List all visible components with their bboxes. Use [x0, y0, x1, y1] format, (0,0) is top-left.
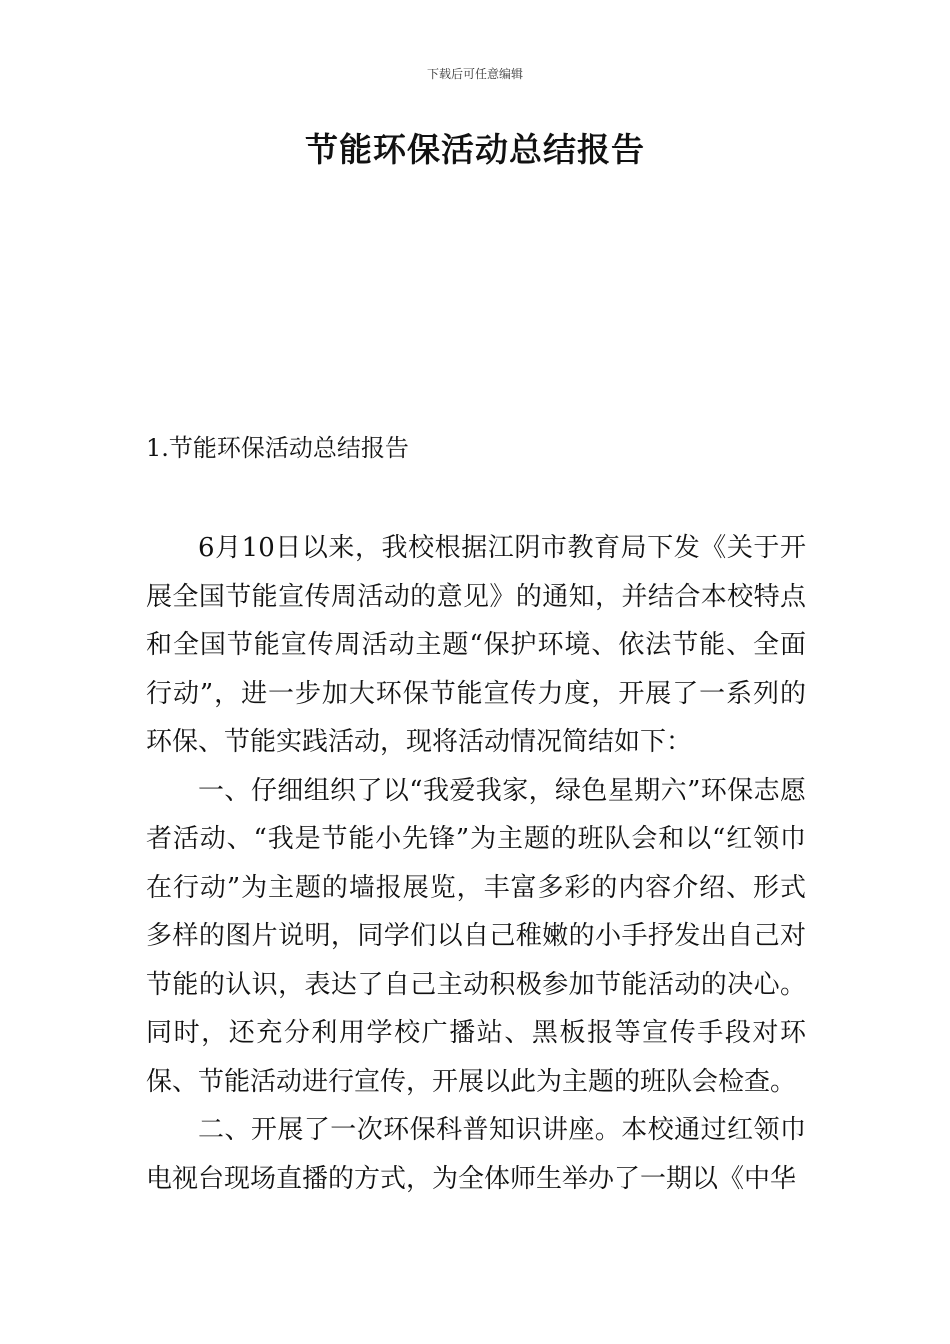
paragraph-intro: 6月10日以来，我校根据江阴市教育局下发《关于开展全国节能宣传周活动的意见》的通知，并结合本校特点和全国节能宣传周活动主题“保护环境、依法节能、全面行动”，进一步加大环保节能宣传力度，开展了一系列的环保、节能实践活动，现将活动情况简结如下： [146, 533, 806, 757]
document-title: 节能环保活动总结报告 [305, 130, 645, 169]
header-note: 下载后可任意编辑 [426, 67, 523, 81]
section-heading: 1.节能环保活动总结报告 [146, 434, 409, 462]
paragraph-item-2: 二、开展了一次环保科普知识讲座。本校通过红领巾电视台现场直播的方式，为全体师生举办了一期以《中华 [146, 1115, 806, 1194]
paragraph-item-1: 一、仔细组织了以“我爱我家，绿色星期六”环保志愿者活动、“我是节能小先锋”为主题的班队会和以“红领巾在行动”为主题的墙报展览，丰富多彩的内容介绍、形式多样的图片说明，同学们以自己稚嫩的小手抒发出自己对节能的认识，表达了自己主动积极参加节能活动的决心。同时，还充分利用学校广播站、黑板报等宣传手段对环保、节能活动进行宣传，开展以此为主题的班队会检查。 [146, 775, 806, 1097]
body-text [146, 524, 806, 1203]
